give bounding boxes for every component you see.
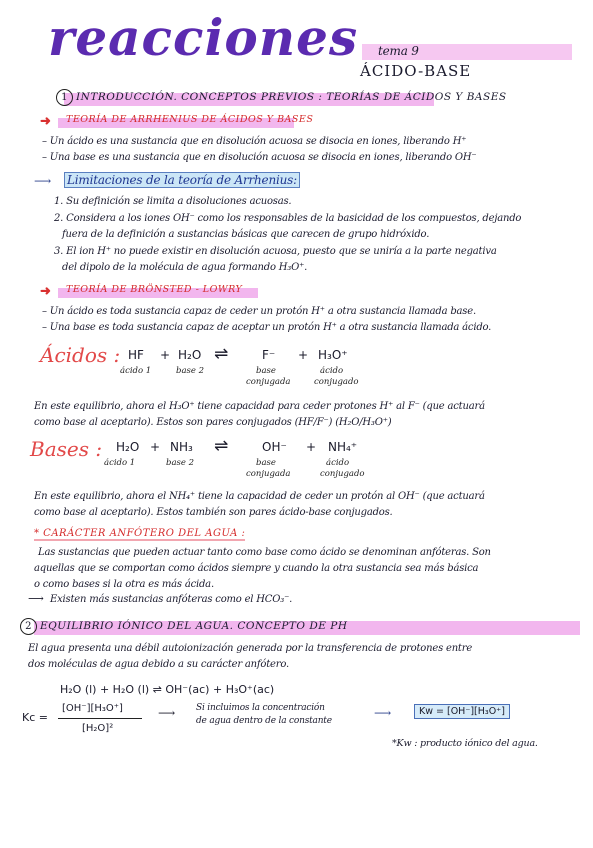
eq2-p1: OH⁻ — [262, 440, 287, 454]
eq1-label-r1: ácido 1 — [120, 366, 152, 376]
water-autoionization-equation: H₂O (l) + H₂O (l) ⇌ OH⁻(ac) + H₃O⁺(ac) — [60, 683, 275, 696]
eq1-p1: F⁻ — [262, 348, 276, 362]
eq2-label-r1: ácido 1 — [104, 458, 136, 468]
acidos-label: Ácidos : — [40, 343, 121, 367]
eq2-label-p2a: ácido — [326, 458, 350, 468]
eq1-plus2: + — [298, 348, 309, 362]
limitation-3a: 3. El ion H⁺ no puede existir en disolución acuosa, puesto que se uniría a la parte negativa — [54, 246, 497, 257]
arrhenius-base: – Una base es una sustancia que en disolución acuosa se disocia en iones, liberando OH⁻ — [42, 152, 477, 163]
arrow-right-icon: ⟶ — [158, 706, 176, 720]
kw-formula-box: Kw = [OH⁻][H₃O⁺] — [414, 704, 510, 719]
subtitle: ÁCIDO-BASE — [360, 62, 472, 80]
bases-label: Bases : — [30, 437, 103, 461]
eq2-p2: NH₄⁺ — [328, 440, 358, 454]
section2-heading — [20, 618, 348, 635]
page-title: reacciones — [48, 8, 359, 67]
kc-note-2: de agua dentro de la constante — [196, 716, 332, 726]
eq1-label-p1a: base — [256, 366, 276, 376]
limitations-title: Limitaciones de la teoría de Arrhenius: — [64, 172, 300, 188]
arrow-right-icon: ➜ — [40, 284, 51, 299]
eq1-plus1: + — [160, 348, 171, 362]
equilibrium-arrow-icon: ⇌ — [214, 344, 229, 364]
fraction-line — [58, 718, 142, 719]
equilibrium-arrow-icon: ⇌ — [214, 436, 229, 456]
eq2-label-r2: base 2 — [166, 458, 195, 468]
base-paragraph-1: En este equilibrio, ahora el NH₄⁺ tiene la capacidad de ceder un protón al OH⁻ (que actuará — [34, 491, 485, 502]
eq2-r2: NH₃ — [170, 440, 193, 454]
tema-label: tema 9 — [378, 44, 419, 58]
limitation-3b: del dipolo de la molécula de agua formando H₃O⁺. — [62, 262, 308, 273]
eq2-label-p1a: base — [256, 458, 276, 468]
eq2-plus1: + — [150, 440, 161, 454]
eq1-label-p1b: conjugada — [246, 377, 291, 387]
section1-heading — [56, 89, 507, 106]
arrow-right-icon: ⟶ — [28, 592, 44, 605]
anfotero-line-1: Las sustancias que pueden actuar tanto como base como ácido se denominan anfóteras. Son — [38, 547, 491, 558]
arrhenius-title: TEORÍA DE ARRHENIUS DE ÁCIDOS Y BASES — [66, 114, 314, 125]
kc-label: Kc = — [22, 711, 48, 724]
kc-note-1: Si incluimos la concentración — [196, 703, 325, 713]
section2-paragraph-2: dos moléculas de agua debido a su carácter anfótero. — [28, 659, 289, 670]
eq1-r1: HF — [128, 348, 144, 362]
arrow-right-icon: ➜ — [40, 114, 51, 129]
eq2-label-p2b: conjugado — [320, 469, 365, 479]
limitation-2a: 2. Considera a los iones OH⁻ como los responsables de la basicidad de los compuestos, dejando — [54, 213, 522, 224]
anfotero-title: * CARÁCTER ANFÓTERO DEL AGUA : — [34, 528, 246, 539]
eq2-plus2: + — [306, 440, 317, 454]
kc-numerator: [OH⁻][H₃O⁺] — [62, 703, 123, 714]
limitation-2b: fuera de la definición a sustancias básicas que carecen de grupo hidróxido. — [62, 229, 430, 240]
eq2-label-p1b: conjugada — [246, 469, 291, 479]
acid-paragraph-2: como base al aceptarlo). Estos son pares conjugados (HF/F⁻) (H₂O/H₃O⁺) — [34, 417, 392, 428]
section2-title: EQUILIBRIO IÓNICO DEL AGUA. CONCEPTO DE PH — [40, 620, 348, 632]
arrhenius-acid: – Un ácido es una sustancia que en disolución acuosa se disocia en iones, liberando H⁺ — [42, 136, 467, 147]
acid-paragraph-1: En este equilibrio, ahora el H₃O⁺ tiene capacidad para ceder protones H⁺ al F⁻ (que actuará — [34, 401, 485, 412]
eq1-r2: H₂O — [178, 348, 202, 362]
section1-number: 1 — [56, 89, 73, 106]
anfotero-line-2: aquellas que se comportan como ácidos siempre y cuando la otra sustancia sea más básica — [34, 563, 479, 574]
eq1-label-p2b: conjugado — [314, 377, 359, 387]
section2-paragraph-1: El agua presenta una débil autoionización generada por la transferencia de protones entre — [28, 643, 473, 654]
eq1-label-p2a: ácido — [320, 366, 344, 376]
eq2-r1: H₂O — [116, 440, 140, 454]
anfotero-line-4: Existen más sustancias anfóteras como el HCO₃⁻. — [50, 594, 293, 605]
base-paragraph-2: como base al aceptarlo). Estos también son pares ácido-base conjugados. — [34, 507, 393, 518]
limitation-1: 1. Su definición se limita a disoluciones acuosas. — [54, 196, 292, 207]
eq1-p2: H₃O⁺ — [318, 348, 348, 362]
bronsted-base: – Una base es toda sustancia capaz de aceptar un protón H⁺ a otra sustancia llamada ácido. — [42, 322, 492, 333]
kc-denominator: [H₂O]² — [82, 723, 114, 734]
kw-definition: *Kw : producto iónico del agua. — [392, 738, 538, 749]
section1-title: INTRODUCCIÓN. CONCEPTOS PREVIOS : TEORÍAS DE ÁCIDOS Y BASES — [76, 91, 507, 103]
anfotero-line-3: o como bases si la otra es más ácida. — [34, 579, 214, 590]
bronsted-title: TEORÍA DE BRÖNSTED - LOWRY — [66, 284, 243, 295]
arrow-right-icon: ⟶ — [34, 174, 52, 188]
section2-number: 2 — [20, 618, 37, 635]
arrow-right-icon: ⟶ — [374, 706, 392, 720]
bronsted-acid: – Un ácido es toda sustancia capaz de ceder un protón H⁺ a otra sustancia llamada base. — [42, 306, 476, 317]
eq1-label-r2: base 2 — [176, 366, 205, 376]
